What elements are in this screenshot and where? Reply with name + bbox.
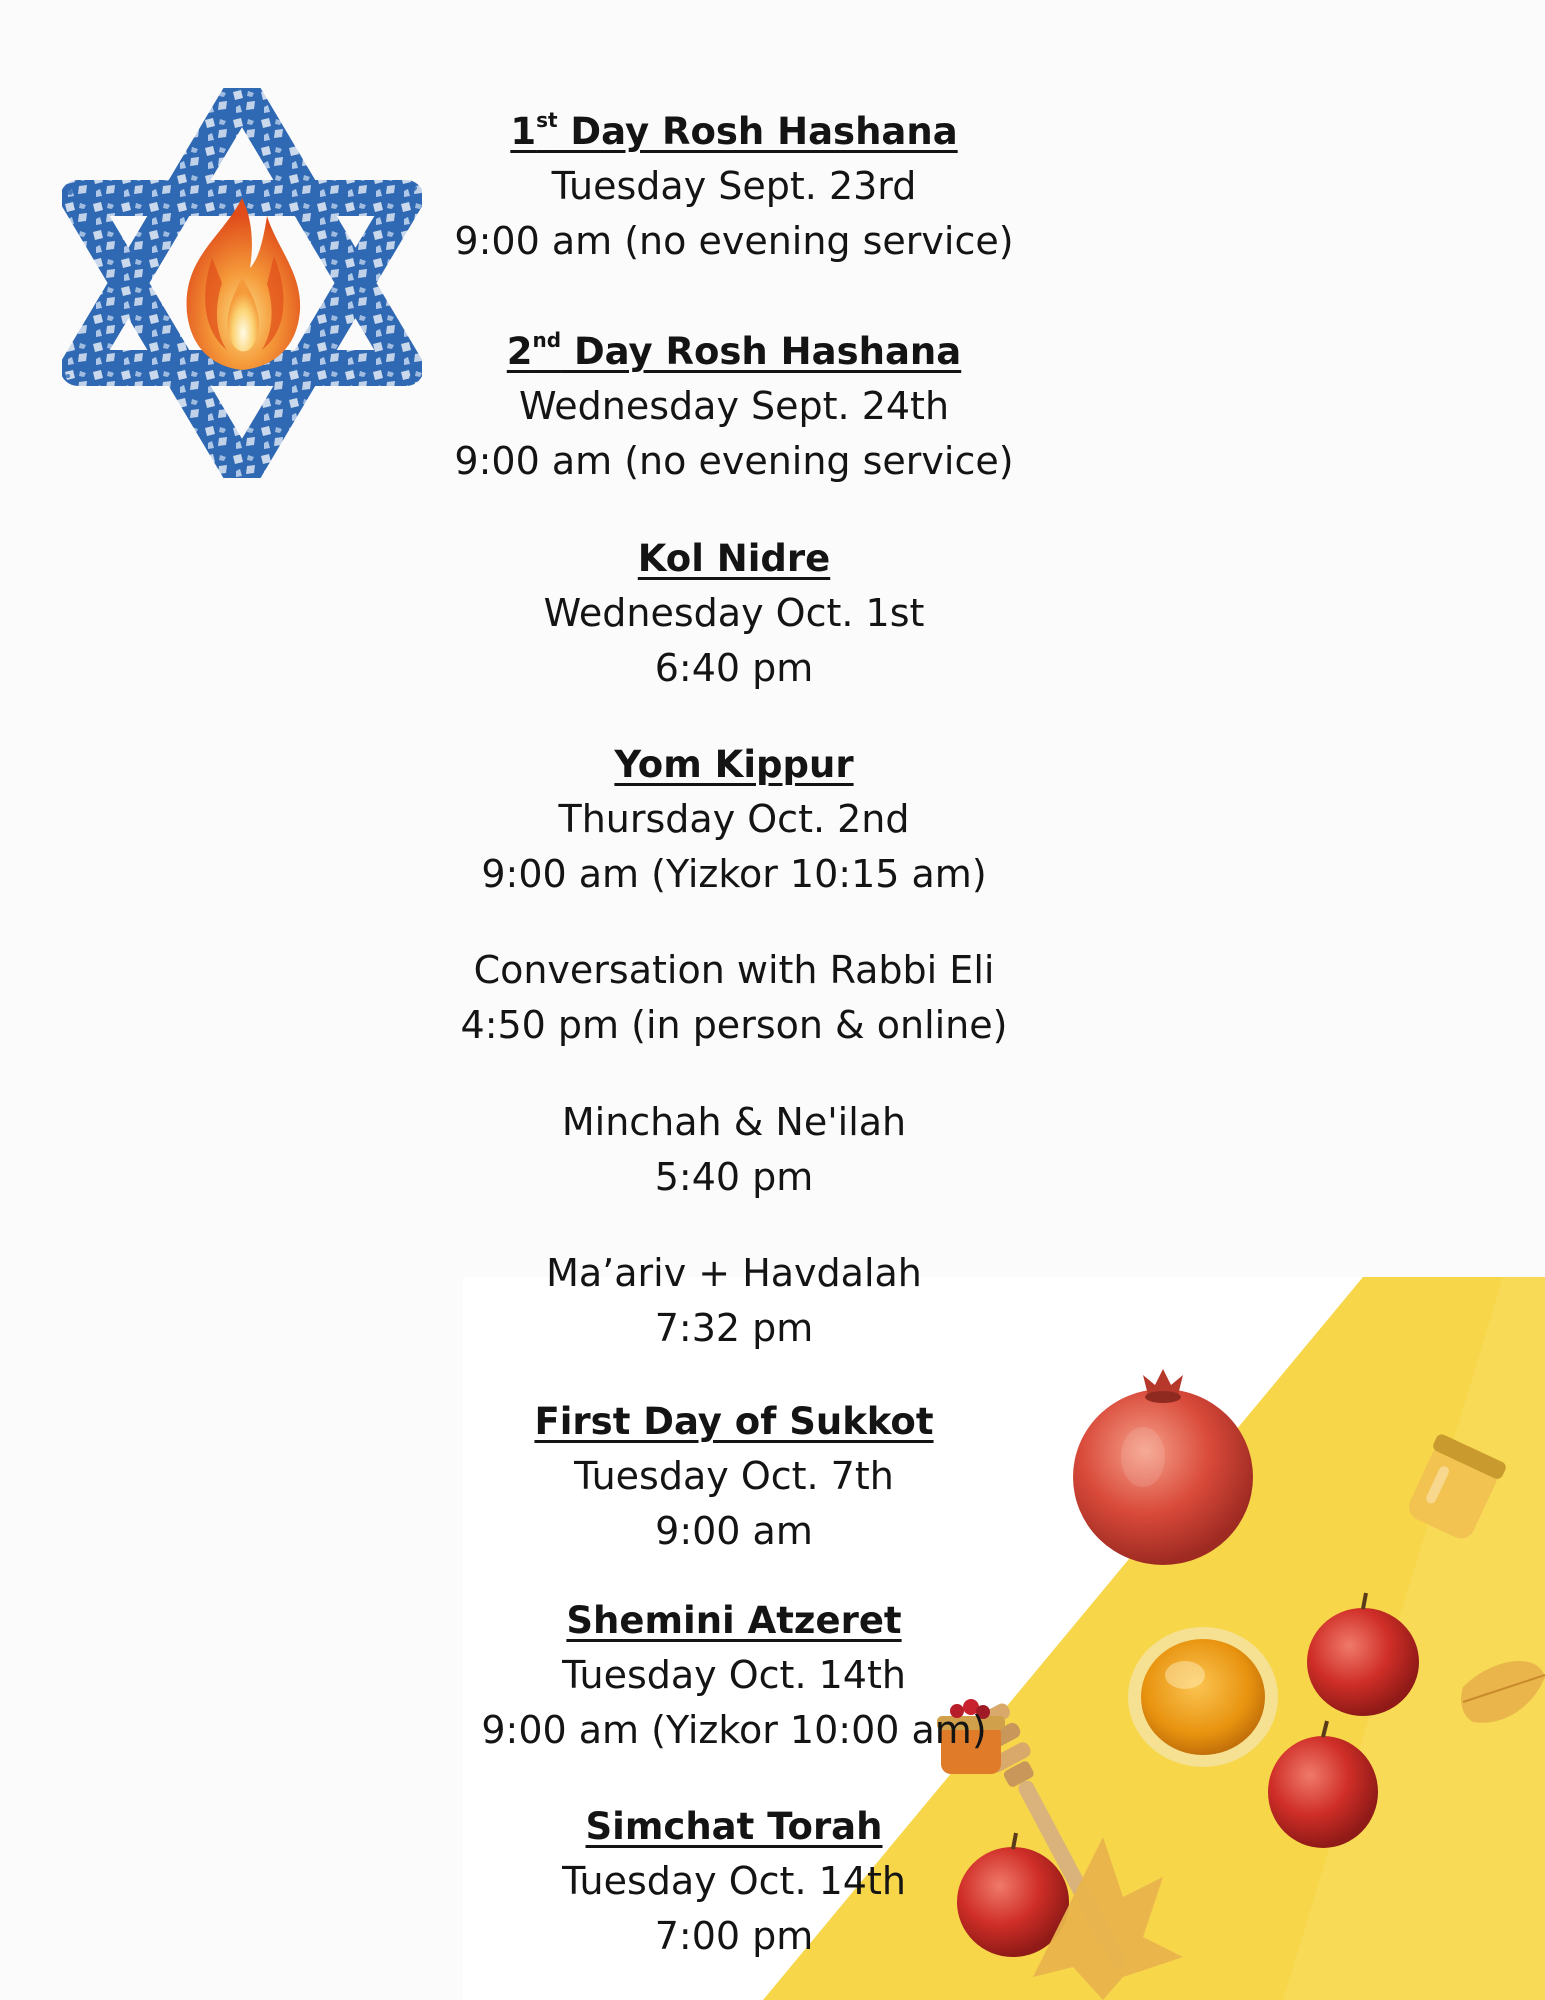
event-date: Tuesday Oct. 7th [574,1454,894,1498]
event-time: 9:00 am (Yizkor 10:00 am) [481,1708,987,1752]
event-time: 6:40 pm [654,646,814,690]
event-first-day-of-sukkot [0,1394,1468,1559]
event-2nd-day-rosh-hashana [0,324,1468,489]
event-date: Tuesday Oct. 14th [562,1653,906,1697]
event-date: Tuesday Oct. 14th [562,1859,906,1903]
event-title: Shemini Atzeret [566,1599,902,1642]
event-conversation-with-rabbi [0,943,1468,1053]
event-time: 9:00 am (no evening service) [454,219,1014,263]
event-time: 7:00 pm [654,1914,814,1958]
event-title: Kol Nidre [637,537,831,580]
event-date: Thursday Oct. 2nd [558,797,910,841]
event-1st-day-rosh-hashana [0,104,1468,269]
event-time: 9:00 am (Yizkor 10:15 am) [481,852,987,896]
event-title: 2nd Day Rosh Hashana [506,328,962,373]
event-simchat-torah [0,1799,1468,1964]
event-yom-kippur [0,737,1468,902]
event-name: Conversation with Rabbi Eli [473,948,995,992]
event-name: Minchah & Ne'ilah [561,1100,907,1144]
event-shemini-atzeret [0,1593,1468,1758]
event-date: Wednesday Oct. 1st [543,591,925,635]
event-minchah-neilah [0,1095,1468,1205]
event-title: Yom Kippur [614,743,854,786]
event-time: 9:00 am (no evening service) [454,439,1014,483]
event-time: 7:32 pm [654,1306,814,1350]
event-time: 4:50 pm (in person & online) [460,1003,1008,1047]
event-time: 5:40 pm [654,1155,814,1199]
event-name: Ma’ariv + Havdalah [546,1251,922,1295]
event-time: 9:00 am [655,1509,813,1553]
event-title: Simchat Torah [585,1805,883,1848]
event-maariv-havdalah [0,1246,1468,1356]
event-title: First Day of Sukkot [534,1400,934,1443]
event-title: 1st Day Rosh Hashana [510,108,958,153]
event-kol-nidre [0,531,1468,696]
event-date: Wednesday Sept. 24th [518,384,950,428]
event-date: Tuesday Sept. 23rd [551,164,917,208]
